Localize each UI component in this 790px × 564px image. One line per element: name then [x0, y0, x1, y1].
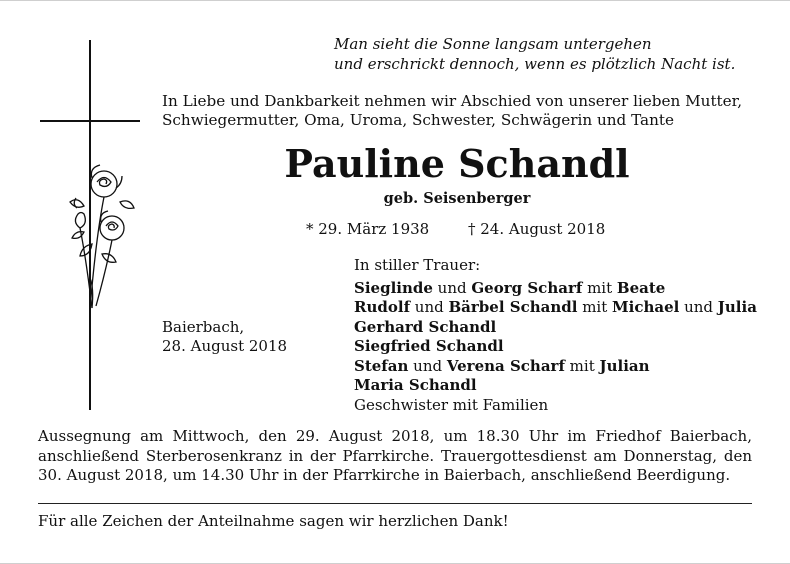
death-date: † 24. August 2018: [468, 220, 606, 238]
notice-date: 28. August 2018: [162, 337, 288, 355]
deceased-name: Pauline Schandl: [284, 141, 630, 186]
mourner-name: Michael: [612, 298, 680, 316]
mourner-connector: Geschwister mit Familien: [354, 395, 549, 414]
mourner-name: Beate: [616, 278, 666, 297]
mourner-connector: mit: [582, 278, 617, 297]
service-info: Aussegnung am Mittwoch, den 29. August 2018, um 18.30 Uhr im Friedhof Baierbach, anschließend Sterberosenkranz in der Pfarrkirche. Trauergottesdienst am Donnerstag, den 30. August 2018, um 14.30 Uhr in der Pfarrkirche in Baierbach, anschließend Beerdigung.: [38, 427, 752, 484]
mourner-connector: und: [679, 298, 718, 316]
mourner-line: [354, 279, 764, 299]
mourner-connector: und: [410, 298, 449, 316]
mourner-name: Gerhard Schandl: [354, 317, 497, 336]
mourner-name: Sieglinde: [354, 278, 433, 297]
mourner-line: [354, 337, 764, 357]
intro-line-2: Schwiegermutter, Oma, Uroma, Schwester, Schwägerin und Tante: [162, 111, 674, 129]
mourner-name: Rudolf: [354, 298, 411, 316]
place-date: [162, 318, 342, 356]
mourner-name: Maria Schandl: [354, 376, 477, 394]
mourner-name: Stefan: [354, 356, 409, 375]
mourner-name: Verena Scharf: [446, 356, 565, 375]
thanks-text: Für alle Zeichen der Anteilnahme sagen wir herzlichen Dank!: [38, 512, 509, 530]
mourner-name: Julia: [717, 298, 757, 316]
divider: [38, 503, 752, 504]
mourner-line: [354, 376, 764, 396]
mourner-lines: [354, 279, 764, 416]
cross-bar: [40, 120, 140, 122]
motto-line-2: und erschrickt dennoch, wenn es plötzlich Nacht ist.: [334, 55, 736, 73]
birth-name: geb. Seisenberger: [383, 190, 531, 207]
mourner-name: Siegfried Schandl: [354, 337, 504, 355]
motto: [334, 34, 754, 74]
rose-bouquet-icon: [62, 158, 142, 318]
mourner-connector: und: [432, 278, 472, 297]
top-border: [0, 0, 790, 1]
birth-date: * 29. März 1938: [306, 220, 430, 238]
motto-line-1: Man sieht die Sonne langsam untergehen: [334, 35, 652, 53]
mourner-name: Julian: [599, 356, 650, 375]
mourner-line: [354, 298, 764, 318]
mourner-name: Bärbel Schandl: [448, 298, 578, 316]
mourner-connector: mit: [564, 356, 600, 375]
place: Baierbach,: [162, 318, 245, 336]
mourner-line: [354, 318, 764, 338]
mourner-line: [354, 357, 764, 377]
mourner-connector: mit: [577, 298, 613, 316]
mourners-list: [354, 256, 764, 415]
mourner-name: Georg Scharf: [471, 278, 583, 297]
mourner-connector: und: [408, 356, 447, 375]
intro-text: [162, 92, 762, 130]
mourner-line: [354, 396, 764, 416]
mourners-heading: In stiller Trauer:: [354, 256, 481, 274]
intro-line-1: In Liebe und Dankbarkeit nehmen wir Abschied von unserer lieben Mutter,: [162, 92, 743, 110]
